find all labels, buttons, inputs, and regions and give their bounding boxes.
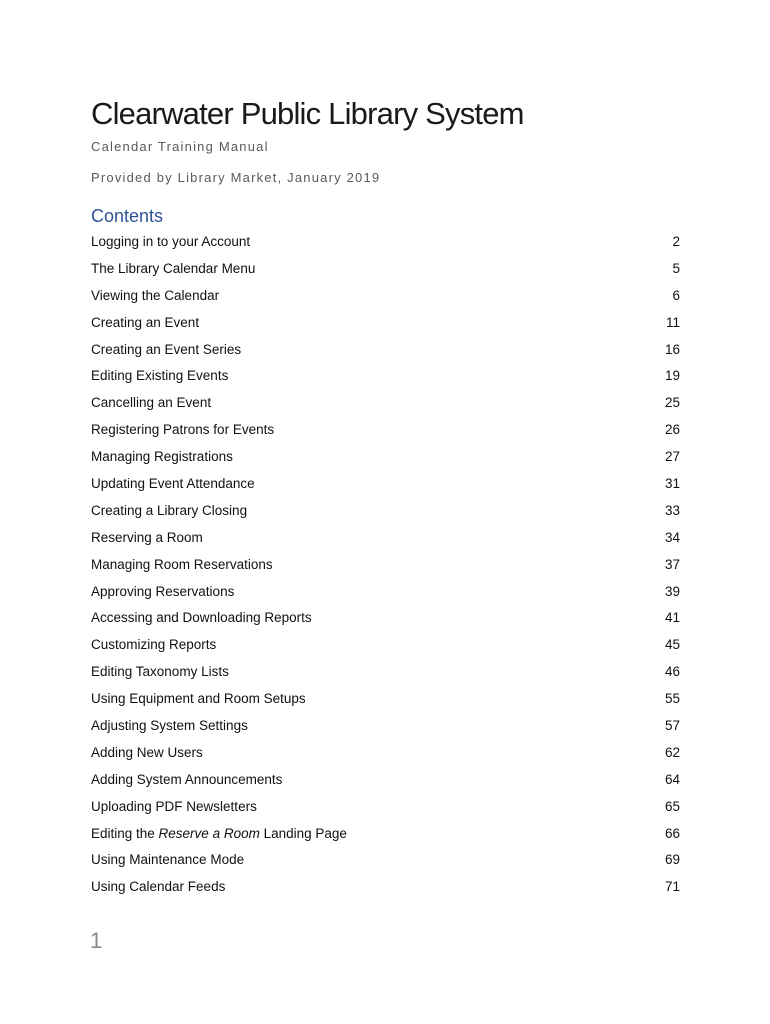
contents-heading: Contents [91, 206, 164, 226]
toc-entry-title-text: Accessing and Downloading Reports [91, 610, 312, 626]
toc-entry-title-text: Cancelling an Event [91, 395, 212, 411]
toc-entry-title-text: Adjusting System Settings [91, 718, 248, 734]
toc-entry[interactable] [91, 850, 680, 877]
toc-entry[interactable] [91, 877, 680, 904]
toc-entry-title-italic: Reserve a Room [158, 825, 260, 841]
toc-entry-title-suffix: Landing Page [259, 825, 347, 841]
toc-entry-title [91, 313, 199, 333]
toc-entry-title-text: Creating an Event [91, 314, 200, 330]
toc-entry-page-number: 57 [664, 718, 680, 734]
toc-entry-page-number: 2 [672, 234, 680, 249]
toc-entry-title [91, 232, 250, 252]
toc-entry[interactable] [91, 393, 680, 420]
toc-entry-title [91, 716, 248, 736]
toc-entry-title-text: Reserving a Room [91, 529, 203, 545]
toc-entry-page-number: 16 [664, 341, 680, 357]
toc-entry-title-text: Editing the [91, 825, 159, 841]
toc-entry[interactable] [91, 259, 680, 286]
toc-entry-title [91, 286, 219, 306]
toc-entry-title [91, 259, 255, 279]
toc-entry-page-number: 37 [664, 556, 680, 572]
toc-entry-page-number: 27 [664, 449, 680, 465]
toc-entry-title [91, 528, 203, 548]
toc-entry[interactable] [91, 232, 680, 259]
toc-entry[interactable] [91, 420, 680, 447]
toc-entry-page-number: 33 [664, 502, 680, 518]
toc-entry-page-number: 31 [664, 476, 680, 492]
toc-entry-title [91, 743, 203, 763]
toc-entry-title [91, 555, 273, 575]
toc-entry-title [91, 689, 306, 709]
toc-entry-title [91, 501, 247, 521]
toc-entry-title [91, 877, 225, 897]
toc-entry-page-number: 19 [664, 368, 680, 384]
toc-entry[interactable] [91, 528, 680, 555]
toc-entry[interactable] [91, 743, 680, 770]
toc-entry-title-text: Updating Event Attendance [91, 476, 255, 492]
provided-by-line: Provided by Library Market, January 2019 [91, 170, 381, 185]
toc-entry[interactable] [91, 608, 680, 635]
toc-entry-title [91, 393, 211, 413]
document-title: Clearwater Public Library System [91, 96, 524, 131]
toc-entry-page-number: 34 [664, 529, 680, 545]
toc-entry-title [91, 662, 229, 682]
toc-entry-title-text: Customizing Reports [91, 637, 217, 653]
toc-entry[interactable] [91, 313, 680, 340]
toc-entry-page-number: 71 [664, 879, 680, 895]
toc-entry-title-text: Uploading PDF Newsletters [91, 798, 257, 814]
toc-entry-title [91, 770, 282, 790]
toc-entry[interactable] [91, 501, 680, 528]
toc-entry-page-number: 65 [664, 798, 680, 814]
toc-entry-title-text: Managing Registrations [91, 449, 233, 465]
toc-entry-title-text: Adding System Announcements [91, 771, 283, 787]
toc-entry-page-number: 6 [672, 287, 680, 303]
toc-entry-page-number: 39 [664, 583, 680, 599]
toc-entry-title [91, 340, 241, 360]
toc-entry[interactable] [91, 286, 680, 313]
toc-entry-page-number: 5 [672, 260, 680, 276]
toc-entry-page-number: 45 [664, 637, 680, 653]
document-subtitle: Calendar Training Manual [91, 139, 269, 154]
toc-entry-title [91, 420, 274, 440]
toc-entry-page-number: 62 [664, 744, 680, 760]
toc-entry-title-text: Editing Taxonomy Lists [91, 664, 229, 680]
toc-entry[interactable] [91, 340, 680, 367]
toc-entry-title [91, 824, 347, 844]
toc-entry[interactable] [91, 555, 680, 582]
toc-entry-title-text: Using Calendar Feeds [91, 879, 226, 895]
toc-entry-page-number: 64 [664, 771, 680, 787]
toc-entry-title-text: Approving Reservations [91, 583, 235, 599]
toc-entry-title-text: Managing Room Reservations [91, 556, 273, 572]
toc-entry-title [91, 474, 255, 494]
toc-entry[interactable] [91, 474, 680, 501]
toc-entry-title [91, 850, 244, 870]
toc-entry-title-text: Adding New Users [91, 744, 203, 760]
toc-entry-title-text: Creating a Library Closing [91, 502, 248, 518]
toc-entry-title-text: Creating an Event Series [91, 341, 242, 357]
toc-entry-title-text: Using Maintenance Mode [91, 852, 245, 868]
toc-entry[interactable] [91, 770, 680, 797]
toc-entry[interactable] [91, 824, 680, 851]
toc-entry-title [91, 635, 216, 655]
toc-entry-title-text: Logging in to your Account [91, 234, 251, 249]
toc-entry[interactable] [91, 366, 680, 393]
toc-entry[interactable] [91, 447, 680, 474]
toc-entry-title [91, 366, 228, 386]
toc-entry-title-text: Editing Existing Events [91, 368, 229, 384]
toc-entry[interactable] [91, 689, 680, 716]
toc-entry-page-number: 41 [664, 610, 680, 626]
toc-entry-title-text: Registering Patrons for Events [91, 422, 275, 438]
toc-entry[interactable] [91, 716, 680, 743]
toc-entry[interactable] [91, 797, 680, 824]
toc-entry-title [91, 608, 312, 628]
toc-entry[interactable] [91, 662, 680, 689]
toc-entry[interactable] [91, 635, 680, 662]
toc-entry-title [91, 582, 234, 602]
toc-entry-page-number: 26 [664, 422, 680, 438]
page-number: 1 [90, 928, 103, 953]
toc-entry-title-text: The Library Calendar Menu [91, 260, 256, 276]
toc-entry[interactable] [91, 582, 680, 609]
table-of-contents [91, 232, 680, 904]
toc-entry-page-number: 46 [664, 664, 680, 680]
toc-entry-title-text: Using Equipment and Room Setups [91, 691, 306, 707]
toc-entry-title [91, 797, 257, 817]
toc-entry-page-number: 11 [665, 314, 680, 330]
toc-entry-page-number: 25 [664, 395, 680, 411]
toc-entry-title-text: Viewing the Calendar [91, 287, 220, 303]
toc-entry-page-number: 66 [664, 825, 680, 841]
toc-entry-page-number: 69 [664, 852, 680, 868]
toc-entry-title [91, 447, 233, 467]
toc-entry-page-number: 55 [664, 691, 680, 707]
